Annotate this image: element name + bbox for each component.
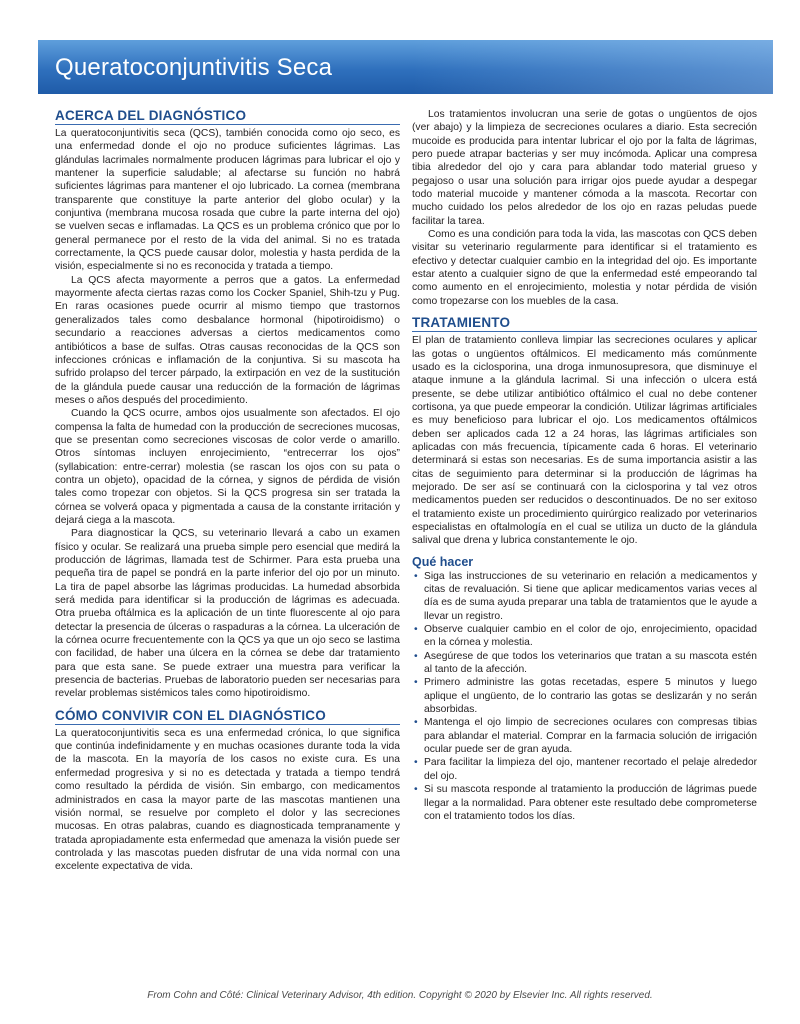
banner-gradient [413, 40, 773, 94]
paragraph: Como es una condición para toda la vida, las mascotas con QCS deben visitar su veterinario regularmente para identificar si el tratamiento es efectivo y detectar cualquier cambio en la integridad del ojo. Es importante estar atento a cualquier signo de que la enfermedad esté empeorando tal como aumento en el enrojecimiento, molestia y notar pérdida de visión como tropezarse con los muebles de la casa. [412, 229, 757, 307]
section-heading-treatment: TRATAMIENTO [412, 315, 757, 332]
copyright-footer: From Cohn and Côté: Clinical Veterinary Advisor, 4th edition. Copyright © 2020 by Elsevier Inc. All rights reserved. [147, 990, 653, 1001]
what-to-do-list [412, 570, 757, 824]
section-heading-about: ACERCA DEL DIAGNÓSTICO [55, 108, 400, 125]
page-title: Queratoconjuntivitis Seca [55, 54, 333, 81]
title-banner [38, 40, 773, 94]
paragraph: La queratoconjuntivitis seca (QCS), también conocida como ojo seco, es una enfermedad donde el ojo no produce suficientes lágrimas. Las glándulas lacrimales normalmente producen lágrimas para lubricar el ojo y mantener la superficie saludable; al afectarse su función no habrá suficientes lágrimas para mantener el ojo lubricado. La cornea (membrana transparente que constituye la parte anterior del globo ocular) y la conjuntiva (membrana mucosa rosada que cubre la parte interna del ojo) se vuelven secas e inflamadas. La QCS es un problema crónico que por lo general permanece por el resto de la vida del animal. Si no es tratada correctamente, la QCS puede causar dolor, molestia y hasta perdida de la visión, especialmente si no es reconocida y tratada a tiempo. [55, 128, 400, 273]
section-heading-what-to-do: Qué hacer [412, 554, 474, 569]
list-item: • Asegúrese de que todos los veterinarios que tratan a su mascota estén al tanto de la afección. [412, 650, 757, 677]
list-item: • Mantenga el ojo limpio de secreciones oculares con compresas tibias para ablandar el material. Comprar en la farmacia solución de irrigación ocular puede ser de gran ayuda. [412, 716, 757, 756]
section-heading-living: CÓMO CONVIVIR CON EL DIAGNÓSTICO [55, 708, 400, 725]
right-column [412, 108, 757, 823]
list-item: • Siga las instrucciones de su veterinario en relación a medicamentos y citas de revaluación. Si tiene que aplicar medicamentos varias veces al día es de suma ayuda preparar una tabla de tratamientos que le ayude a llevar un registro. [412, 570, 757, 623]
paragraph: Para diagnosticar la QCS, su veterinario llevará a cabo un examen físico y ocular. Se realizará una prueba simple pero esencial que medirá la producción de lágrimas, llamada test de Schirmer. Para esta prueba una pequeña tira de papel se pondrá en la parte inferior del ojo por un minuto. La tira de papel absorbe las lágrimas producidas. La humedad absorbida será medida para identificar si la producción de lágrimas es adecuada. Otra prueba oftálmica es la aplicación de un tinte fluorescente al ojo para detectar la presencia de úlceras o raspaduras a la córnea. La ulceración de la córnea ocurre frecuentemente con la QCS ya que un ojo seco se lastima con facilidad, de haber una úlcera en la córnea se debe dar tratamiento para que esta sane. Se puede extraer una muestra para verificar la presencia de bacterias. Pruebas de laboratorio pueden ser necesarias para revelar problemas sistémicos tales como hipotiroidismo. [55, 528, 400, 700]
list-item: • Primero administre las gotas recetadas, espere 5 minutos y luego aplique el ungüento, de lo contrario las gotas se deslizarán y no serán absorbidas. [412, 676, 757, 716]
paragraph: Los tratamientos involucran una serie de gotas o ungüentos de ojos (ver abajo) y la limpieza de secreciones oculares a diario. Esta secreción mucoide es producida para intentar lubricar el ojo por la falta de lágrimas, pero puede atrapar bacterias y ser muy incómoda. Aplicar una compresa tibia alrededor del ojo y cara para ablandar todo material grueso y pegajoso o usar una solución para irrigar ojos puede ayudar a despegar todo material mucoide y mantener cómoda a la mascota. Recortar con mucho cuidado los pelos alrededor de los ojo en razas peludas puede facilitar la tarea. [412, 109, 757, 227]
list-item: • Si su mascota responde al tratamiento la producción de lágrimas puede llegar a la normalidad. Para obtener este resultado debe comprometerse con el tratamiento todos los días. [412, 783, 757, 823]
list-item: • Observe cualquier cambio en el color de ojo, enrojecimiento, opacidad en la córnea y molestia. [412, 623, 757, 650]
paragraph: La QCS afecta mayormente a perros que a gatos. La enfermedad mayormente afecta ciertas razas como los Cocker Spaniel, Shih-tzu y Pug. En raras ocasiones puede ocurrir al mismo tiempo que trastornos generalizados tales como desbalance hormonal (hipotiroidismo) o secundario a reacciones adversas a ciertos medicamentos como antibióticos a base de sulfas. Otras causas reconocidas de la QCS son infecciones crónicas e inflamación de la conjuntiva. Si su mascota ha sufrido prolapso del tercer párpado, la extirpación en vez de la sustitución de la glándula puede causar una reducción de la formación de lágrimas meses o años después del procedimiento. [55, 274, 400, 406]
paragraph: El plan de tratamiento conlleva limpiar las secreciones oculares y aplicar las gotas o ungüentos oftálmicos. El medicamento más comúnmente usado es la ciclosporina, una droga inmunosupresora, que disminuye el ataque inmune a la glándula lacrimal. Si una infección o ulcera está presente, se debe utilizar antibiótico oftálmico el cual no debe contener cortisona, ya que puede empeorar la condición. Utilizar lágrimas artificiales es muy beneficioso para lubricar el ojo. Los medicamentos oftálmicos deben ser aplicados cada 12 a 24 horas, las lágrimas artificiales son aplicadas con más frecuencia, típicamente cada 6 horas. El veterinario determinará si estas son necesarias. Es de suma importancia asistir a las citas de seguimiento para determinar si la producción de lágrimas ha mejorado. De ser así se continuará con la ciclosporina y tal vez otros medicamentos pueden ser reducidos o descontinuados. De no ser exitoso el tratamiento existe un procedimiento quirúrgico realizado por veterinarios especialistas en oftalmología en el cual se utiliza un ducto de la glándula salival que drena y lubrica constantemente le ojo. [412, 335, 757, 547]
left-column [55, 108, 400, 874]
list-item: • Para facilitar la limpieza del ojo, mantener recortado el pelaje alrededor del ojo. [412, 756, 757, 783]
paragraph: La queratoconjuntivitis seca es una enfermedad crónica, lo que significa que continúa indefinidamente y en muchas ocasiones durante toda la vida de la mascota. En la mayoría de los casos no existe cura. Es una enfermedad progresiva y si no es detectada y tratada a tiempo tendrá como resultado la pérdida de visión. Sin embargo, con medicamentos administrados en casa la mayor parte de las mascotas mantienen una visión normal, se resuelve por completo el dolor y las secreciones mucosas. En otras palabras, cuando es diagnosticada tempranamente y tratada apropiadamente esta enfermedad que amenaza la visión puede ser controlada y las mascotas pueden disfrutar de una vida normal con una excelente expectativa de vida. [55, 727, 400, 873]
paragraph: Cuando la QCS ocurre, ambos ojos usualmente son afectados. El ojo compensa la falta de humedad con la producción de secreciones mucosas, que se presentan como secreciones viscosas de color verde o amarillo. Otros síntomas incluyen enrojecimiento, “entrecerrar los ojos” (syllabication: entre-cerrar) molestia (se rascan los ojos con su pata o contra un objeto), opacidad de la córnea, y signos de pérdida de visión tales como tropezar con objetos. Si la QCS progresa sin ser tratada la córnea se volverá opaca y pigmentada a causa de la constante irritación y dejará ciega a la mascota. [55, 408, 400, 526]
